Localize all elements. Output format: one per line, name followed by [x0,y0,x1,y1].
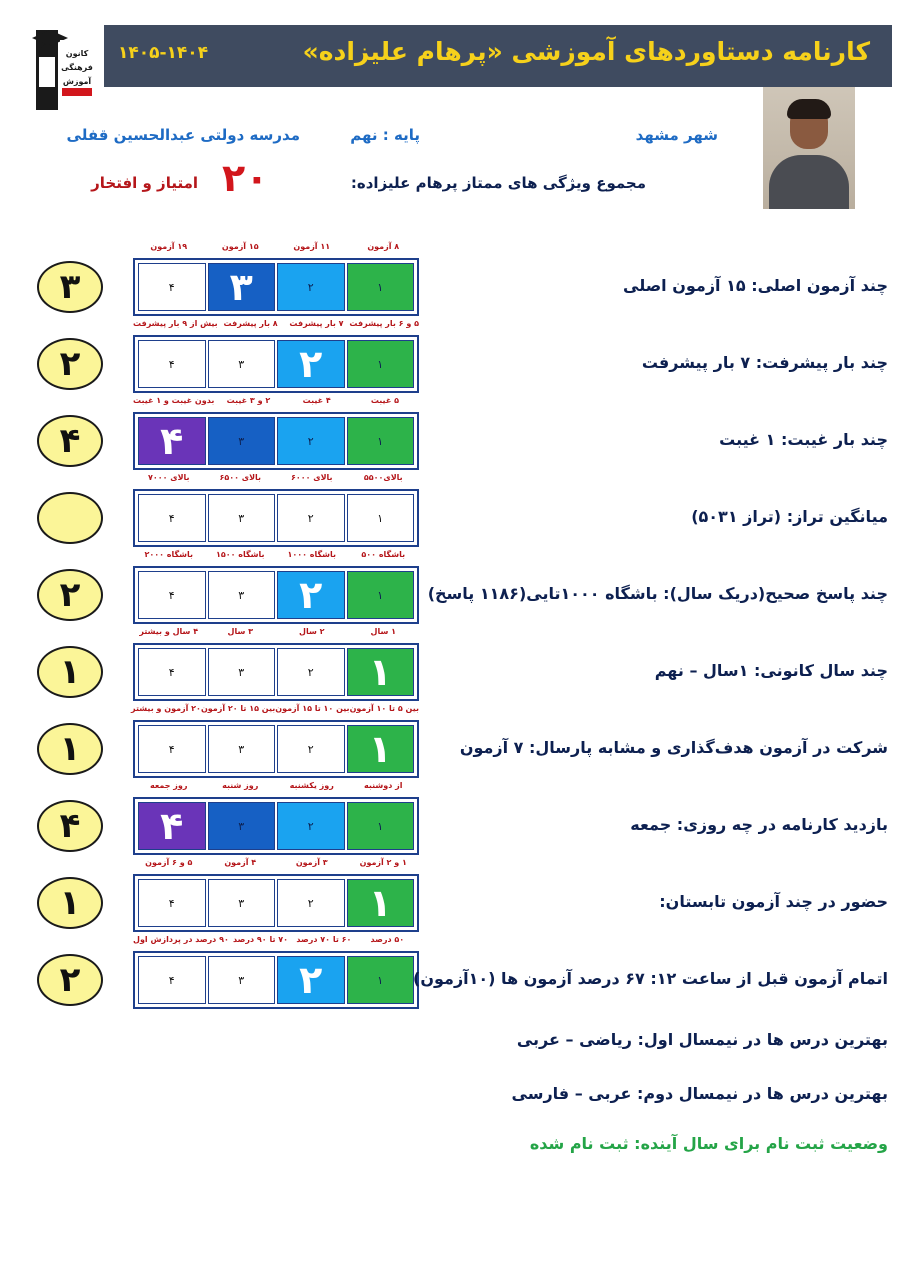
level-cell: ۳ [208,263,276,311]
criterion-text: چند آزمون اصلی: ۱۵ آزمون اصلی [623,276,888,295]
row-level-labels [133,550,419,559]
level-grid [133,335,419,393]
level-cell: ۴ [138,494,206,542]
row-level-labels [133,396,419,405]
school-label: مدرسه دولتی عبدالحسین قفلی [66,126,300,144]
level-label: ۵۰ درصد [370,935,405,944]
level-label: ۷ بار پیشرفت [289,319,344,328]
level-label: ۱۱ آزمون [293,242,331,251]
level-label: بالای ۶۰۰۰ [290,473,333,482]
level-grid [133,720,419,778]
level-label: ۵ و ۶ بار پیشرفت [349,319,419,328]
level-label: روز یکشنبه [289,781,334,790]
svg-text:کانون: کانون [65,49,89,58]
level-label: ۱ سال [370,627,396,636]
svg-text:آموزش: آموزش [62,77,92,86]
criterion-text: چند پاسخ صحیح(دریک سال): باشگاه ۱۰۰۰تایی(۱۱۸۶ پاسخ) [427,584,888,603]
grade-label: پایه : نهم [350,126,420,144]
score-badge: ۲ [37,338,103,390]
level-cell: ۱ [347,263,415,311]
summary-label: مجموع ویژگی های ممتاز پرهام علیزاده: [350,174,646,192]
level-cell: ۳ [208,417,276,465]
level-label: ۲۰ آزمون و بیشتر [131,704,201,713]
level-cell: ۲ [277,340,345,388]
criterion-text: اتمام آزمون قبل از ساعت ۱۲: ۶۷ درصد آزمون ها (۱۰آزمون) [413,969,888,988]
academic-year: ۱۴۰۵-۱۴۰۴ [118,43,209,63]
level-cell: ۱ [347,648,415,696]
score-badge: ۱ [37,723,103,775]
level-cell: ۴ [138,956,206,1004]
row-level-labels [133,319,419,328]
level-cell: ۳ [208,340,276,388]
level-cell: ۴ [138,725,206,773]
level-cell: ۱ [347,956,415,1004]
criterion-text: میانگین تراز: (تراز ۵۰۳۱) [691,507,888,526]
level-grid [133,643,419,701]
level-grid [133,797,419,855]
level-label: باشگاه ۱۵۰۰ [215,550,265,559]
level-cell: ۱ [347,417,415,465]
level-label: ۲ سال [299,627,325,636]
registration-status: وضعیت ثبت نام برای سال آینده: ثبت نام شده [529,1134,888,1153]
level-cell: ۱ [347,340,415,388]
student-photo [763,87,855,209]
level-cell: ۲ [277,648,345,696]
level-cell: ۳ [208,494,276,542]
total-score: ۲۰ [222,156,269,200]
level-cell: ۴ [138,263,206,311]
level-label: بین ۱۰ تا ۱۵ آزمون [275,704,350,713]
level-label: باشگاه ۵۰۰ [361,550,406,559]
level-label: ۱۹ آزمون [150,242,188,251]
level-label: ۱۵ آزمون [221,242,259,251]
criterion-text: چند سال کانونی: ۱سال – نهم [654,661,888,680]
level-label: روز جمعه [150,781,188,790]
row-level-labels [133,242,419,251]
row-level-labels [133,858,419,867]
header-bar [104,25,892,87]
level-label: باشگاه ۱۰۰۰ [287,550,337,559]
level-cell: ۳ [208,571,276,619]
level-label: روز شنبه [222,781,259,790]
row-level-labels [133,935,419,944]
best-subjects-second: بهترین درس ها در نیمسال دوم: عربی – فارسی [511,1084,888,1103]
level-label: ۲ و ۳ غیبت [226,396,271,405]
level-label: ۸ آزمون [367,242,400,251]
row-level-labels [133,627,419,636]
level-label: بالای۵۵۰۰ [363,473,403,482]
level-cell: ۱ [347,725,415,773]
level-label: بین ۱۵ تا ۲۰ آزمون [200,704,276,713]
level-grid [133,874,419,932]
score-badge: ۲ [37,954,103,1006]
criterion-text: شرکت در آزمون هدف‌گذاری و مشابه پارسال: ۷ آزمون [459,738,888,757]
level-label: ۴ غیبت [302,396,331,405]
report-title: کارنامه دستاوردهای آموزشی «پرهام علیزاده» [302,37,870,66]
level-label: بالای ۷۰۰۰ [147,473,190,482]
level-cell: ۲ [277,879,345,927]
level-cell: ۲ [277,263,345,311]
level-grid [133,412,419,470]
score-badge: ۴ [37,800,103,852]
level-cell: ۴ [138,340,206,388]
level-label: بدون غیبت و ۱ غیبت [132,396,215,405]
row-level-labels [133,781,419,790]
level-label: ۴ سال و بیشتر [139,627,199,636]
level-grid [133,258,419,316]
level-cell: ۳ [208,802,276,850]
level-cell: ۲ [277,494,345,542]
level-grid [133,951,419,1009]
city-label: شهر مشهد [635,126,718,144]
level-label: ۳ سال [227,627,253,636]
level-cell: ۴ [138,571,206,619]
level-cell: ۲ [277,571,345,619]
level-cell: ۲ [277,956,345,1004]
score-badge: ۱ [37,646,103,698]
level-label: باشگاه ۲۰۰۰ [144,550,194,559]
criterion-text: چند بار غیبت: ۱ غیبت [719,430,888,449]
score-caption: امتیاز و افتخار [91,174,198,192]
level-grid [133,489,419,547]
level-cell: ۱ [347,494,415,542]
level-label: بین ۵ تا ۱۰ آزمون [349,704,419,713]
row-level-labels [133,704,419,713]
level-cell: ۲ [277,417,345,465]
level-label: ۶۰ تا ۷۰ درصد [296,935,352,944]
level-label: ۸ بار پیشرفت [223,319,278,328]
level-label: بیش از ۹ بار پیشرفت [133,319,218,328]
score-badge: ۲ [37,569,103,621]
level-cell: ۳ [208,725,276,773]
level-cell: ۴ [138,802,206,850]
level-cell: ۳ [208,648,276,696]
level-cell: ۴ [138,417,206,465]
criterion-text: حضور در چند آزمون تابستان: [659,892,888,911]
row-level-labels [133,473,419,482]
level-cell: ۴ [138,879,206,927]
svg-text:فرهنگی: فرهنگی [61,63,93,72]
level-cell: ۱ [347,802,415,850]
level-cell: ۳ [208,956,276,1004]
level-cell: ۴ [138,648,206,696]
level-cell: ۱ [347,571,415,619]
level-label: ۱ و ۲ آزمون [359,858,407,867]
best-subjects-first: بهترین درس ها در نیمسال اول: ریاضی – عربی [516,1030,888,1049]
score-badge: ۳ [37,261,103,313]
criterion-text: چند بار پیشرفت: ۷ بار پیشرفت [641,353,888,372]
level-cell: ۳ [208,879,276,927]
level-label: ۵ و ۶ آزمون [145,858,193,867]
level-cell: ۲ [277,725,345,773]
level-label: از دوشنبه [364,781,403,790]
level-label: ۳ آزمون [295,858,328,867]
criterion-text: بازدید کارنامه در چه روزی: جمعه [630,815,888,834]
level-label: ۹۰ درصد در پردازش اول [133,935,229,944]
level-cell: ۱ [347,879,415,927]
level-label: ۴ آزمون [224,858,257,867]
score-badge: ۱ [37,877,103,929]
level-cell: ۲ [277,802,345,850]
level-label: بالای ۶۵۰۰ [219,473,262,482]
level-label: ۷۰ تا ۹۰ درصد [233,935,288,944]
score-badge: ۴ [37,415,103,467]
level-label: ۵ غیبت [370,396,399,405]
level-grid [133,566,419,624]
score-badge [37,492,103,544]
kanoon-logo [30,26,96,112]
